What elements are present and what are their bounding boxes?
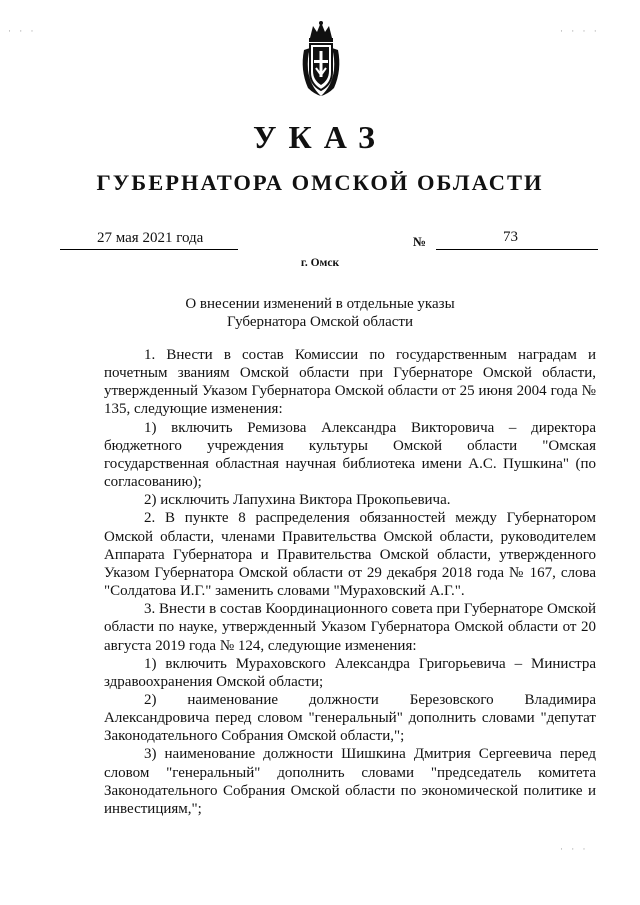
number-sign: №: [413, 234, 427, 249]
decree-body: [104, 346, 596, 818]
scan-noise: · · ·: [8, 26, 37, 36]
paragraph: 2) наименование должности Березовского Владимира Александровича перед словом "генеральный" дополнить словами "депутат Законодательного Собрания Омской области,";: [104, 691, 596, 745]
subject-line: Губернатора Омской области: [227, 314, 413, 330]
omsk-coat-of-arms-icon: [298, 20, 344, 98]
scan-noise: · · ·: [560, 844, 589, 854]
paragraph: 3. Внести в состав Координационного совета при Губернаторе Омской области по науке, утвержденный Указом Губернатора Омской области от 20 августа 2019 года № 124, следующие изменения:: [104, 601, 596, 654]
subject-line: О внесении изменений в отдельные указы: [185, 296, 455, 312]
document-subtitle: ГУБЕРНАТОРА ОМСКОЙ ОБЛАСТИ: [96, 170, 544, 195]
document-title: УКАЗ: [253, 119, 387, 155]
paragraph: 1) включить Мураховского Александра Григорьевича – Министра здравоохранения Омской области;: [104, 655, 596, 690]
decree-city: г. Омск: [300, 257, 340, 269]
scan-noise: · · · ·: [560, 26, 600, 36]
paragraph: 2. В пункте 8 распределения обязанностей между Губернатором Омской области, членами Правительства Омской области, руководителем Аппарата Губернатора и Правительства Омской области, утвержденного Указом Губернатора Омской области от 29 декабря 2018 года № 167, слова "Солдатова И.Г." заменить словами "Мураховский А.Г.".: [104, 510, 596, 600]
paragraph: 1. Внести в состав Комиссии по государственным наградам и почетным званиям Омской области при Губернаторе Омской области, утвержденный Указом Губернатора Омской области от 25 июня 2004 года № 135, следующие изменения:: [104, 347, 596, 418]
paragraph: 3) наименование должности Шишкина Дмитрия Сергеевича перед словом "генеральный" дополнить словами "председатель комитета Законодательного Собрания Омской области по экономической политике и инвестициям,";: [104, 746, 596, 817]
decree-subject: [150, 295, 490, 331]
paragraph: 1) включить Ремизова Александра Викторовича – директора бюджетного учреждения культуры Омской области "Омская государственная областная научная библиотека имени А.С. Пушкина" (по согласованию);: [104, 419, 596, 491]
paragraph: 2) исключить Лапухина Виктора Прокопьевича.: [144, 492, 451, 509]
decree-number: 73: [503, 229, 518, 245]
decree-date: 27 мая 2021 года: [97, 230, 204, 246]
